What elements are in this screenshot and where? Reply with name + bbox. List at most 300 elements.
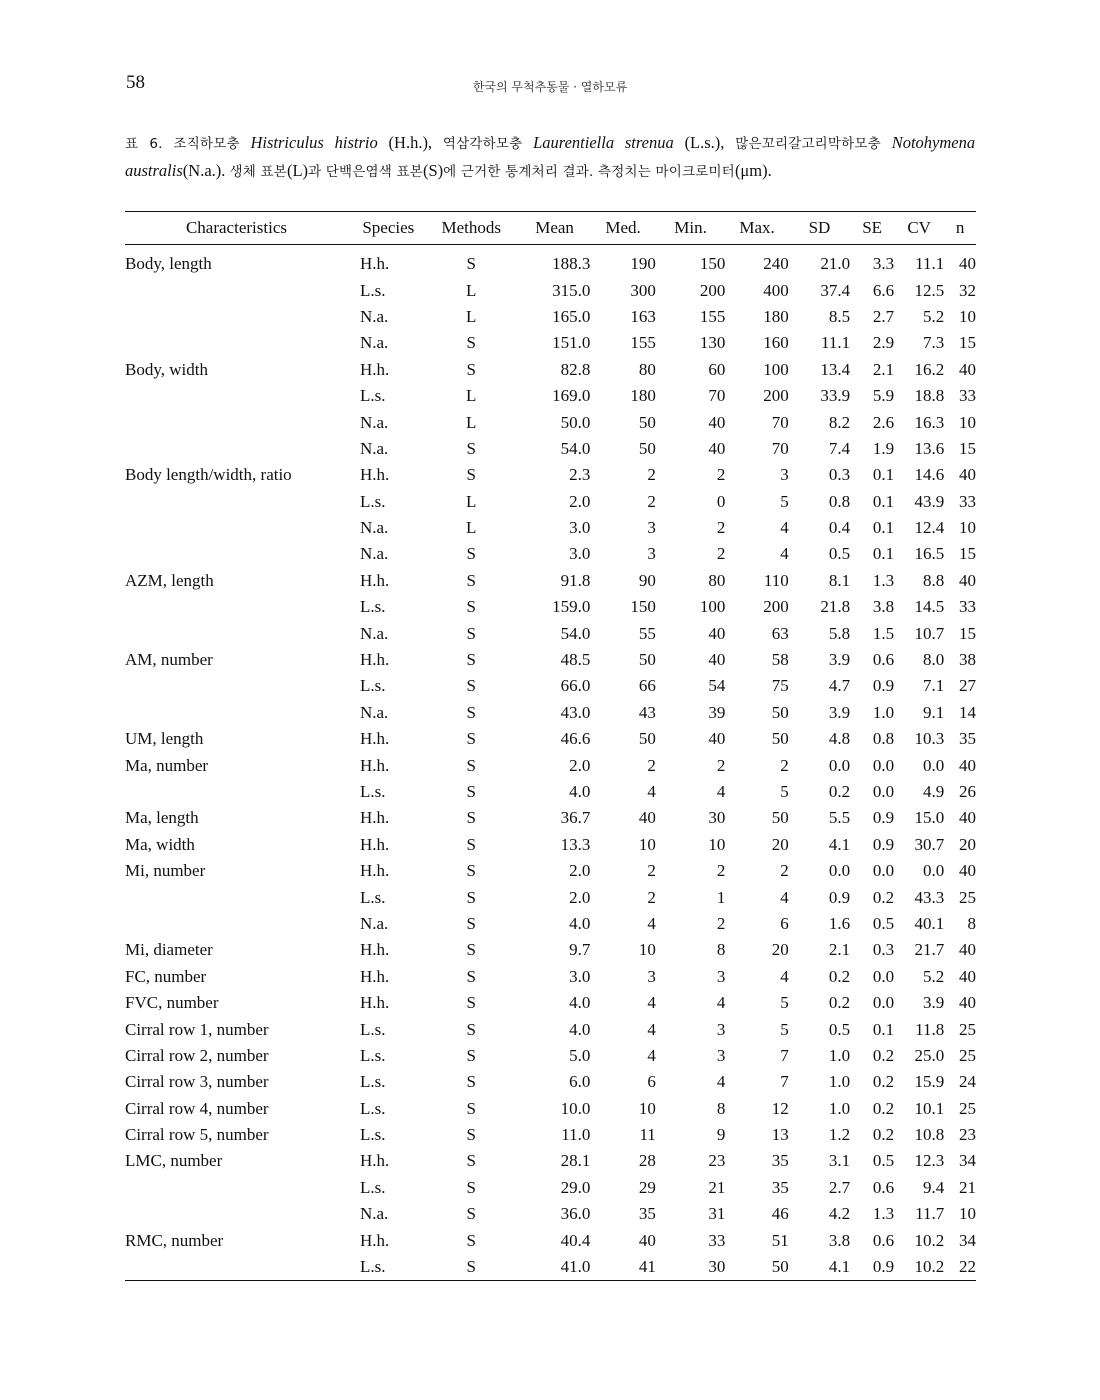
table-row [125, 1069, 976, 1095]
header-methods: Methods [424, 212, 519, 245]
cell-mean: 48.5 [560, 650, 591, 670]
cell-mean: 315.0 [552, 280, 591, 300]
cell-method: S [466, 333, 476, 353]
table-row [125, 1096, 976, 1122]
cell-se: 0.5 [872, 1151, 895, 1171]
cell-characteristic [125, 620, 348, 646]
cell-min: 21 [708, 1177, 726, 1197]
cell-se: 0.0 [872, 861, 895, 881]
cell-method: S [466, 702, 476, 722]
cell-median: 3 [647, 518, 656, 538]
cell-median: 10 [638, 1098, 656, 1118]
cell-characteristic: Body length/width, ratio [125, 465, 292, 485]
cell-median: 40 [638, 1230, 656, 1250]
cell-n: 40 [959, 254, 976, 274]
cell-mean: 13.3 [560, 834, 591, 854]
cell-cv: 16.5 [914, 544, 945, 564]
cell-mean: 28.1 [560, 1151, 591, 1171]
cell-mean: 40.4 [560, 1230, 591, 1250]
cell-characteristic [125, 330, 348, 356]
table-row [125, 1043, 976, 1069]
cell-n: 10 [959, 518, 976, 538]
cell-n: 38 [959, 650, 976, 670]
cell-mean: 2.0 [569, 755, 591, 775]
table-row [125, 779, 976, 805]
cell-cv: 9.1 [922, 702, 945, 722]
cell-median: 10 [638, 940, 656, 960]
cell-species: H.h. [359, 755, 390, 775]
caption-species-1: Histriculus histrio [250, 133, 378, 152]
table-row [125, 409, 976, 435]
cell-characteristic: LMC, number [125, 1151, 223, 1171]
cell-n: 40 [959, 570, 976, 590]
table-row [125, 436, 976, 462]
cell-median: 50 [638, 650, 656, 670]
cell-cv: 12.3 [914, 1151, 945, 1171]
cell-cv: 5.2 [922, 306, 945, 326]
cell-max: 100 [763, 359, 789, 379]
cell-sd: 0.0 [828, 861, 851, 881]
table-row [125, 911, 976, 937]
table-row [125, 937, 976, 963]
cell-mean: 66.0 [560, 676, 591, 696]
cell-cv: 40.1 [914, 913, 945, 933]
cell-cv: 15.9 [914, 1072, 945, 1092]
cell-cv: 10.8 [914, 1125, 945, 1145]
header-characteristics: Characteristics [125, 212, 348, 245]
cell-characteristic: RMC, number [125, 1230, 224, 1250]
cell-sd: 1.2 [828, 1125, 851, 1145]
cell-max: 35 [771, 1177, 789, 1197]
cell-method: S [466, 623, 476, 643]
cell-se: 0.8 [872, 729, 895, 749]
cell-n: 40 [959, 808, 976, 828]
cell-min: 4 [716, 782, 726, 801]
cell-method: L [466, 491, 477, 511]
cell-mean: 4.0 [569, 913, 591, 933]
cell-max: 70 [771, 412, 789, 432]
cell-mean: 36.0 [560, 1204, 591, 1224]
cell-method: S [466, 940, 476, 960]
cell-max: 63 [771, 623, 789, 643]
cell-method: S [466, 966, 476, 986]
cell-median: 2 [647, 491, 656, 511]
cell-characteristic: UM, length [125, 729, 204, 749]
cell-mean: 169.0 [552, 386, 591, 406]
cell-max: 51 [771, 1230, 789, 1250]
cell-n: 10 [959, 306, 976, 326]
cell-method: S [466, 465, 476, 485]
cell-mean: 151.0 [552, 333, 591, 353]
table-header-row [125, 212, 976, 245]
cell-cv: 7.3 [922, 333, 945, 353]
cell-max: 4 [780, 544, 789, 564]
table-row [125, 805, 976, 831]
cell-sd: 7.4 [828, 438, 851, 458]
cell-se: 0.2 [872, 1045, 895, 1065]
header-max: Max. [725, 212, 788, 245]
cell-sd: 2.1 [828, 940, 851, 960]
cell-max: 2 [780, 755, 789, 775]
cell-characteristic: Ma, width [125, 834, 195, 854]
cell-method: S [466, 887, 476, 907]
cell-sd: 21.0 [820, 254, 851, 274]
cell-species: H.h. [359, 966, 390, 986]
caption-abbr-2: (L.s.), [684, 133, 725, 152]
caption-abbr-3: (N.a.). [182, 160, 226, 180]
cell-median: 50 [638, 729, 656, 749]
caption-method-live: (L) [286, 160, 309, 180]
cell-se: 3.8 [872, 597, 895, 617]
cell-min: 8 [716, 1098, 726, 1118]
cell-se: 5.9 [872, 386, 895, 406]
cell-n: 40 [959, 966, 976, 986]
cell-n: 15 [959, 438, 976, 458]
cell-median: 190 [630, 254, 656, 274]
cell-n: 8 [967, 913, 976, 933]
cell-sd: 3.8 [828, 1230, 851, 1250]
cell-n: 33 [959, 386, 976, 406]
caption-ko-1: 조직하모충 [173, 136, 240, 152]
cell-characteristic: AZM, length [125, 570, 214, 590]
table-row [125, 304, 976, 330]
cell-cv: 15.0 [914, 808, 945, 828]
cell-mean: 5.0 [569, 1045, 591, 1065]
header-median: Med. [590, 212, 655, 245]
cell-species: H.h. [359, 359, 390, 379]
cell-n: 14 [959, 702, 976, 722]
cell-se: 1.9 [872, 438, 895, 458]
cell-median: 3 [647, 544, 656, 564]
header-sd: SD [789, 212, 850, 245]
table-row [125, 990, 976, 1016]
cell-method: S [466, 570, 476, 590]
cell-n: 22 [959, 1257, 976, 1277]
cell-method: L [466, 412, 477, 432]
cell-min: 2 [716, 913, 726, 933]
cell-sd: 1.0 [828, 1098, 851, 1118]
cell-max: 50 [771, 1257, 789, 1277]
cell-se: 0.0 [872, 966, 895, 986]
cell-n: 40 [959, 993, 976, 1013]
cell-species: L.s. [359, 597, 386, 617]
cell-cv: 43.3 [914, 887, 945, 907]
cell-mean: 10.0 [560, 1098, 591, 1118]
cell-n: 23 [959, 1125, 976, 1145]
cell-method: S [466, 1204, 476, 1224]
table-row [125, 462, 976, 488]
cell-n: 27 [959, 676, 976, 696]
cell-sd: 4.8 [828, 729, 851, 749]
cell-median: 4 [647, 993, 656, 1013]
cell-cv: 12.4 [914, 518, 945, 538]
cell-mean: 4.0 [569, 993, 591, 1013]
cell-cv: 5.2 [922, 966, 945, 986]
header-species: Species [348, 212, 424, 245]
cell-se: 0.2 [872, 887, 895, 907]
table-row [125, 647, 976, 673]
cell-sd: 0.3 [828, 465, 851, 485]
cell-method: S [466, 1151, 476, 1171]
cell-sd: 2.7 [828, 1177, 851, 1197]
caption-method-stain: (S) [422, 160, 444, 180]
table-row [125, 858, 976, 884]
cell-species: H.h. [359, 808, 390, 828]
cell-sd: 0.0 [828, 755, 851, 775]
cell-characteristic [125, 383, 348, 409]
cell-method: S [466, 544, 476, 564]
cell-cv: 25.0 [914, 1045, 945, 1065]
cell-max: 4 [780, 887, 789, 907]
cell-se: 0.9 [872, 808, 895, 828]
cell-species: L.s. [359, 1125, 386, 1145]
cell-method: S [466, 254, 476, 274]
cell-se: 1.0 [872, 702, 895, 722]
cell-min: 70 [708, 386, 726, 406]
cell-method: S [466, 1072, 476, 1092]
cell-cv: 10.2 [914, 1230, 945, 1250]
cell-cv: 8.8 [922, 570, 945, 590]
cell-characteristic [125, 884, 348, 910]
cell-species: H.h. [359, 834, 390, 854]
caption-species-2: Laurentiella strenua [533, 133, 674, 152]
cell-min: 40 [708, 412, 726, 432]
cell-max: 200 [763, 386, 789, 406]
cell-species: L.s. [359, 1098, 386, 1118]
cell-min: 40 [708, 729, 726, 749]
cell-median: 2 [647, 861, 656, 881]
cell-min: 54 [708, 676, 726, 696]
table-row [125, 673, 976, 699]
cell-mean: 43.0 [560, 702, 591, 722]
cell-n: 33 [959, 491, 976, 511]
table-row [125, 1016, 976, 1042]
cell-se: 0.9 [872, 676, 895, 696]
cell-n: 34 [959, 1151, 976, 1171]
cell-species: H.h. [359, 570, 390, 590]
table-row [125, 357, 976, 383]
cell-median: 4 [647, 1045, 656, 1065]
cell-median: 11 [639, 1125, 656, 1145]
cell-species: H.h. [359, 254, 390, 274]
cell-n: 25 [959, 1045, 976, 1065]
cell-species: N.a. [359, 1204, 389, 1224]
cell-sd: 1.0 [828, 1072, 851, 1092]
cell-sd: 0.2 [828, 782, 851, 801]
cell-method: S [466, 808, 476, 828]
cell-mean: 6.0 [569, 1072, 591, 1092]
table-row [125, 515, 976, 541]
cell-characteristic: Body, width [125, 359, 208, 379]
cell-cv: 7.1 [922, 676, 945, 696]
cell-cv: 8.0 [922, 650, 945, 670]
cell-method: S [466, 729, 476, 749]
cell-se: 0.9 [872, 834, 895, 854]
cell-characteristic [125, 594, 348, 620]
cell-method: S [466, 1257, 476, 1277]
cell-min: 130 [699, 333, 726, 353]
cell-median: 28 [638, 1151, 656, 1171]
cell-min: 30 [708, 1257, 726, 1277]
cell-method: S [466, 1125, 476, 1145]
statistics-table [125, 211, 976, 1281]
cell-n: 25 [959, 1019, 976, 1039]
cell-min: 2 [716, 544, 726, 564]
table-row [125, 1175, 976, 1201]
cell-sd: 13.4 [820, 359, 851, 379]
cell-max: 75 [771, 676, 789, 696]
cell-min: 10 [708, 834, 726, 854]
cell-sd: 8.5 [828, 306, 851, 326]
table-row [125, 620, 976, 646]
cell-mean: 54.0 [560, 438, 591, 458]
cell-sd: 0.2 [828, 966, 851, 986]
cell-characteristic [125, 1254, 348, 1281]
cell-se: 2.7 [872, 306, 895, 326]
cell-max: 4 [780, 518, 789, 538]
cell-max: 58 [771, 650, 789, 670]
cell-min: 0 [716, 491, 726, 511]
cell-mean: 54.0 [560, 623, 591, 643]
cell-mean: 82.8 [560, 359, 591, 379]
caption-ko-3: 많은꼬리갈고리막하모충 [735, 136, 881, 152]
cell-characteristic [125, 673, 348, 699]
cell-se: 0.1 [872, 465, 895, 485]
cell-se: 0.6 [872, 1177, 895, 1197]
table-row [125, 541, 976, 567]
cell-min: 155 [699, 306, 726, 326]
cell-max: 110 [763, 570, 789, 590]
cell-species: L.s. [359, 1019, 386, 1039]
cell-n: 40 [959, 465, 976, 485]
cell-characteristic: Cirral row 1, number [125, 1019, 269, 1039]
cell-median: 180 [630, 386, 656, 406]
cell-n: 15 [959, 544, 976, 564]
cell-se: 0.0 [872, 782, 895, 801]
cell-median: 2 [647, 887, 656, 907]
cell-cv: 11.1 [915, 254, 945, 274]
cell-cv: 14.6 [914, 465, 945, 485]
cell-n: 21 [959, 1177, 976, 1197]
cell-n: 15 [959, 623, 976, 643]
cell-se: 3.3 [872, 254, 895, 274]
cell-sd: 37.4 [820, 280, 851, 300]
table-row [125, 1201, 976, 1227]
cell-cv: 16.3 [914, 412, 945, 432]
cell-cv: 11.7 [915, 1204, 945, 1224]
cell-species: N.a. [359, 623, 389, 643]
cell-median: 35 [638, 1204, 656, 1224]
cell-mean: 3.0 [569, 966, 591, 986]
cell-sd: 3.9 [828, 650, 851, 670]
cell-cv: 10.7 [914, 623, 945, 643]
cell-n: 33 [959, 597, 976, 617]
cell-se: 6.6 [872, 280, 895, 300]
table-row [125, 832, 976, 858]
cell-sd: 1.0 [828, 1045, 851, 1065]
cell-se: 0.0 [872, 993, 895, 1013]
caption-ko-6: 에 근거한 통계처리 결과. 측정치는 마이크로미터 [443, 163, 735, 180]
cell-cv: 43.9 [914, 491, 945, 511]
table-row [125, 277, 976, 303]
cell-min: 60 [708, 359, 726, 379]
cell-sd: 8.1 [828, 570, 851, 590]
table-row [125, 964, 976, 990]
cell-median: 41 [638, 1257, 656, 1277]
cell-cv: 13.6 [914, 438, 945, 458]
cell-n: 10 [959, 412, 976, 432]
cell-species: H.h. [359, 861, 390, 881]
cell-mean: 91.8 [560, 570, 591, 590]
cell-se: 0.1 [872, 518, 895, 538]
cell-mean: 50.0 [560, 412, 591, 432]
cell-species: H.h. [359, 940, 390, 960]
cell-median: 4 [647, 1019, 656, 1039]
cell-species: N.a. [359, 412, 389, 432]
cell-species: L.s. [359, 676, 386, 696]
cell-characteristic: AM, number [125, 650, 213, 670]
cell-se: 0.6 [872, 1230, 895, 1250]
cell-median: 4 [647, 782, 656, 801]
cell-mean: 9.7 [569, 940, 591, 960]
cell-characteristic [125, 541, 348, 567]
cell-mean: 2.0 [569, 887, 591, 907]
cell-cv: 0.0 [922, 861, 945, 881]
cell-n: 35 [959, 729, 976, 749]
cell-se: 0.2 [872, 1072, 895, 1092]
cell-sd: 0.2 [828, 993, 851, 1013]
cell-characteristic [125, 700, 348, 726]
cell-min: 100 [699, 597, 726, 617]
table-row [125, 726, 976, 752]
cell-mean: 29.0 [560, 1177, 591, 1197]
cell-median: 55 [638, 623, 656, 643]
cell-species: H.h. [359, 465, 390, 485]
cell-species: N.a. [359, 702, 389, 722]
cell-max: 7 [780, 1072, 789, 1092]
cell-characteristic: Cirral row 3, number [125, 1072, 269, 1092]
cell-characteristic [125, 779, 348, 805]
cell-min: 33 [708, 1230, 726, 1250]
cell-min: 31 [708, 1204, 726, 1224]
cell-species: N.a. [359, 518, 389, 538]
cell-median: 90 [638, 570, 656, 590]
cell-n: 34 [959, 1230, 976, 1250]
cell-max: 46 [771, 1204, 789, 1224]
cell-cv: 18.8 [914, 386, 945, 406]
cell-characteristic: Mi, number [125, 861, 206, 881]
cell-se: 2.6 [872, 412, 895, 432]
cell-species: L.s. [359, 887, 386, 907]
cell-se: 0.1 [872, 1019, 895, 1039]
cell-min: 1 [716, 887, 726, 907]
cell-se: 0.9 [872, 1257, 895, 1277]
cell-mean: 3.0 [569, 544, 591, 564]
cell-n: 40 [959, 940, 976, 960]
cell-min: 23 [708, 1151, 726, 1171]
header-se: SE [850, 212, 894, 245]
cell-species: L.s. [359, 782, 386, 801]
cell-cv: 0.0 [922, 755, 945, 775]
cell-min: 200 [699, 280, 726, 300]
cell-cv: 10.3 [914, 729, 945, 749]
cell-sd: 8.2 [828, 412, 851, 432]
caption-species-3: Notohymena australis [125, 133, 976, 180]
cell-min: 80 [708, 570, 726, 590]
cell-cv: 16.2 [914, 359, 945, 379]
cell-method: S [466, 597, 476, 617]
cell-se: 0.6 [872, 650, 895, 670]
